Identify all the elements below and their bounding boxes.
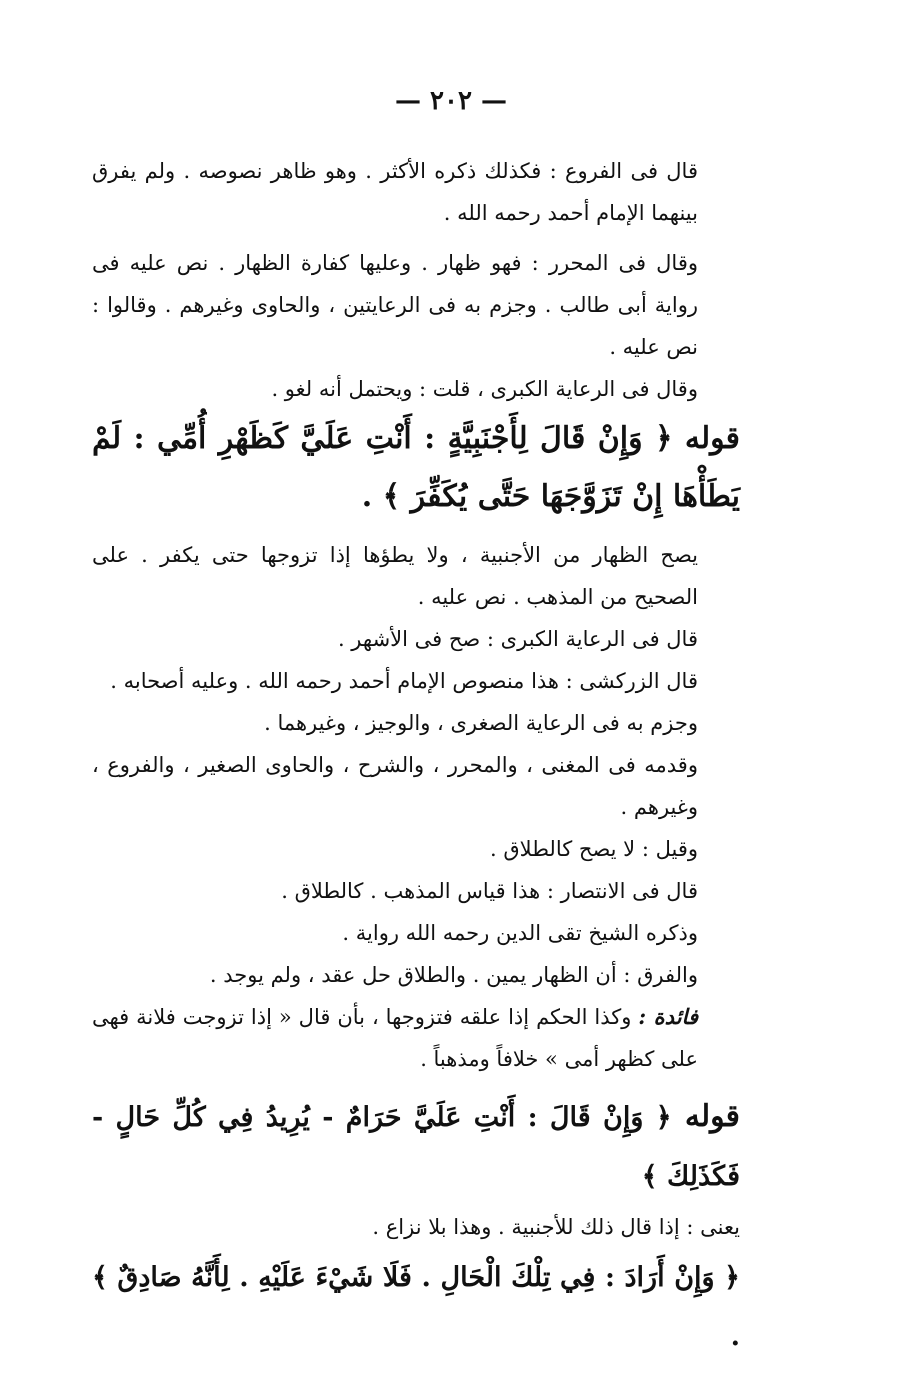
paragraph-mughni: وقدمه فى المغنى ، والمحرر ، والشرح ، والحاوى الصغير ، والفروع ، وغيرهم . bbox=[92, 753, 698, 819]
quote-label: قوله bbox=[684, 421, 740, 456]
paragraph-furu: قال فى الفروع : فكذلك ذكره الأكثر . وهو ظاهر نصوصه . ولم يفرق بينهما الإمام أحمد رحمه الله . bbox=[92, 159, 698, 225]
faida-text: وكذا الحكم إذا علقه فتزوجها ، بأن قال « إذا تزوجت فلانة فهى على كظهر أمى » خلافاً ومذهباً . bbox=[92, 1005, 698, 1071]
quote-foreign-woman-zihar bbox=[92, 410, 740, 526]
paragraph-riaya-ashhar: قال فى الرعاية الكبرى : صح فى الأشهر . bbox=[337, 627, 698, 651]
paragraph-qila: وقيل : لا يصح كالطلاق . bbox=[490, 837, 698, 861]
paragraph-riaya-sughra: وجزم به فى الرعاية الصغرى ، والوجيز ، وغيرهما . bbox=[264, 711, 698, 735]
paragraph-intisar: قال فى الانتصار : هذا قياس المذهب . كالطلاق . bbox=[281, 879, 698, 903]
quote-label: قوله bbox=[684, 1099, 740, 1134]
quote-haram bbox=[92, 1088, 740, 1206]
page-body bbox=[92, 150, 740, 1366]
faida-label: فائدة : bbox=[638, 1004, 698, 1029]
quote-text: ﴿ وَإِنْ قَالَ : أَنْتِ عَلَيَّ حَرَامٌ - يُرِيدُ فِي كُلِّ حَالٍ - فَكَذَلِكَ ﴾ bbox=[92, 1102, 740, 1192]
paragraph-sahih: يصح الظهار من الأجنبية ، ولا يطؤها إذا تزوجها حتى يكفر . على الصحيح من المذهب . نص عليه . bbox=[92, 543, 698, 609]
paragraph-faida bbox=[92, 996, 740, 1080]
quote-arada bbox=[92, 1248, 740, 1366]
paragraph-riaya-kubra: وقال فى الرعاية الكبرى ، قلت : ويحتمل أنه لغو . bbox=[271, 377, 698, 401]
paragraph-muharrar: وقال فى المحرر : فهو ظهار . وعليها كفارة الظهار . نص عليه فى رواية أبى طالب . وجزم به فى الرعايتين ، والحاوى وغيرهم . وقالوا : نص عليه . bbox=[92, 251, 698, 359]
paragraph-taqi-aldin: وذكره الشيخ تقى الدين رحمه الله رواية . bbox=[342, 921, 698, 945]
paragraph-zarkashi: قال الزركشى : هذا منصوص الإمام أحمد رحمه الله . وعليه أصحابه . bbox=[110, 669, 698, 693]
quote-text: ﴿ وَإِنْ أَرَادَ : فِي تِلْكَ الْحَالِ . فَلَا شَيْءَ عَلَيْهِ . لِأَنَّهُ صَادِقٌ ﴾ . bbox=[92, 1262, 740, 1352]
paragraph-farq: والفرق : أن الظهار يمين . والطلاق حل عقد ، ولم يوجد . bbox=[209, 963, 698, 987]
paragraph-yani: يعنى : إذا قال ذلك للأجنبية . وهذا بلا نزاع . bbox=[372, 1215, 740, 1239]
page-number: — ٢٠٢ — bbox=[394, 86, 508, 116]
quote-text: ﴿ وَإِنْ قَالَ لِأَجْنَبِيَّةٍ : أَنْتِ عَلَيَّ كَظَهْرِ أُمِّي : لَمْ يَطَأْهَا إِنْ تَزَوَّجَهَا حَتَّى يُكَفِّرَ ﴾ . bbox=[92, 421, 740, 514]
